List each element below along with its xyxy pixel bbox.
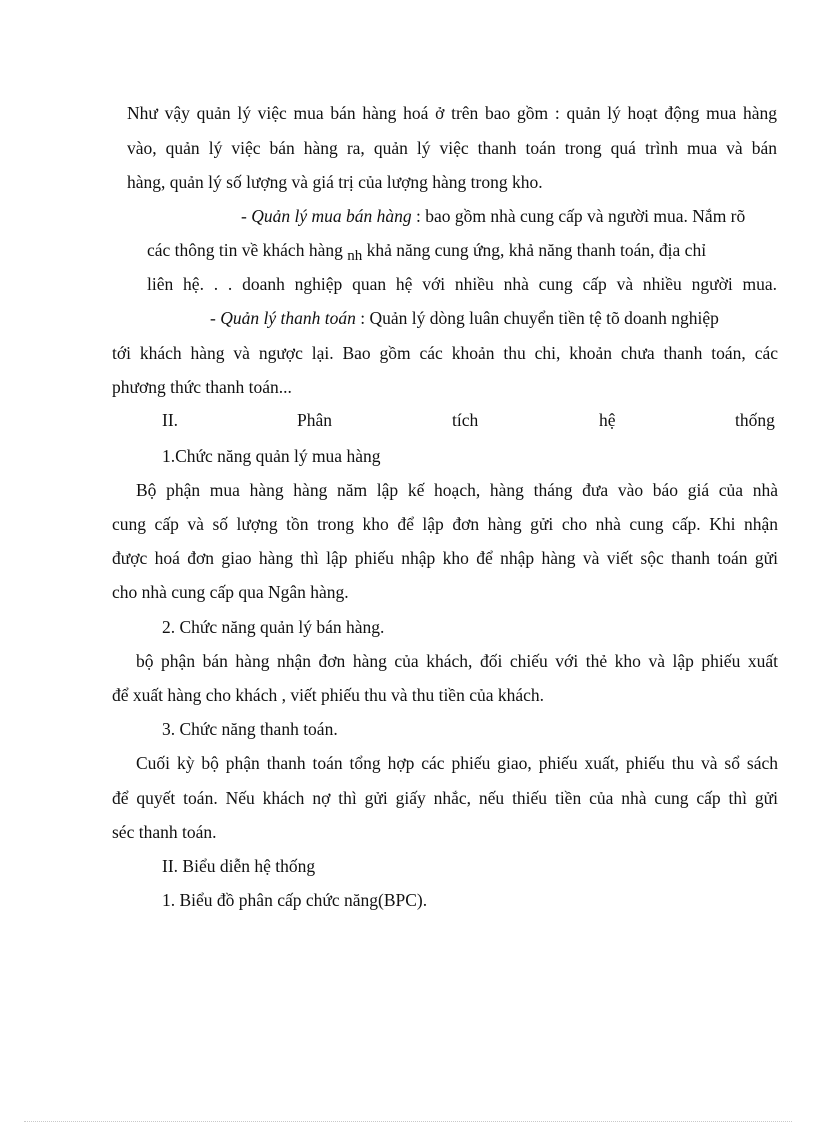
heading-system-representation: II. Biểu diễn hệ thống xyxy=(162,856,316,876)
purchase-para-line-3: được hoá đơn giao hàng thì lập phiếu nhập kho để nhập hàng và viết sộc thanh toán gửi xyxy=(112,548,778,568)
payment-para-line-2: để quyết toán. Nếu khách nợ thì gửi giấy nhắc, nếu thiếu tiền của nhà cung cấp thì gửi xyxy=(112,788,778,808)
purchase-sales-line2-b: khả năng cung ứng, khả năng thanh toán, địa chỉ xyxy=(362,240,707,260)
intro-line-3: hàng, quản lý số lượng và giá trị của lượng hàng trong kho. xyxy=(127,172,543,192)
payment-rest: : Quản lý dòng luân chuyển tiền tệ tõ doanh nghiệp xyxy=(355,308,719,328)
payment-term: Quản lý thanh toán xyxy=(220,308,356,328)
payment-para-line-1: Cuối kỳ bộ phận thanh toán tổng hợp các phiếu giao, phiếu xuất, phiếu thu và sổ sách xyxy=(136,753,778,773)
section-analysis-word-3: hệ xyxy=(599,410,616,430)
intro-line-1: Như vậy quản lý việc mua bán hàng hoá ở trên bao gồm : quản lý hoạt động mua hàng xyxy=(127,103,777,123)
payment-para-line-3: séc thanh toán. xyxy=(112,822,217,842)
purchase-para-line-4: cho nhà cung cấp qua Ngân hàng. xyxy=(112,582,349,602)
payment-dash: - xyxy=(210,308,221,328)
sales-para-line-2: để xuất hàng cho khách , viết phiếu thu và thu tiền của khách. xyxy=(112,685,545,705)
heading-sales-function: 2. Chức năng quản lý bán hàng. xyxy=(162,617,385,637)
purchase-sales-line-2 xyxy=(147,239,706,263)
purchase-sales-dash: - xyxy=(241,206,252,226)
purchase-sales-line2-a: các thông tin về khách hàng xyxy=(147,240,348,260)
purchase-sales-term: Quản lý mua bán hàng xyxy=(251,206,412,226)
heading-bpc-diagram: 1. Biểu đồ phân cấp chức năng(BPC). xyxy=(162,890,428,910)
payment-line-1 xyxy=(210,307,719,329)
purchase-sales-line-3: liên hệ. . . doanh nghiệp quan hệ với nhiều nhà cung cấp và nhiều người mua. xyxy=(147,274,777,294)
section-analysis-num: II. xyxy=(162,410,179,430)
purchase-sales-line2-sub: nh xyxy=(347,248,363,264)
section-analysis-word-2: tích xyxy=(452,410,479,430)
page-bottom-divider xyxy=(24,1121,792,1122)
section-analysis-word-1: Phân xyxy=(297,410,332,430)
payment-line-2: tới khách hàng và ngược lại. Bao gồm các khoản thu chi, khoản chưa thanh toán, các xyxy=(112,343,778,363)
purchase-para-line-2: cung cấp và số lượng tồn trong kho để lập đơn hàng gửi cho nhà cung cấp. Khi nhận xyxy=(112,514,778,534)
section-analysis-word-4: thống xyxy=(735,410,775,430)
purchase-sales-line-1 xyxy=(241,205,745,227)
heading-purchase-function: 1.Chức năng quản lý mua hàng xyxy=(162,446,381,466)
heading-payment-function: 3. Chức năng thanh toán. xyxy=(162,719,338,739)
purchase-para-line-1: Bộ phận mua hàng hàng năm lập kế hoạch, hàng tháng đưa vào báo giá của nhà xyxy=(136,480,778,500)
payment-line-3: phương thức thanh toán... xyxy=(112,377,292,397)
purchase-sales-rest: : bao gồm nhà cung cấp và người mua. Nắm rõ xyxy=(411,206,746,226)
intro-line-2: vào, quản lý việc bán hàng ra, quản lý việc thanh toán trong quá trình mua và bán xyxy=(127,138,777,158)
sales-para-line-1: bộ phận bán hàng nhận đơn hàng của khách, đối chiếu với thẻ kho và lập phiếu xuất xyxy=(136,651,778,671)
